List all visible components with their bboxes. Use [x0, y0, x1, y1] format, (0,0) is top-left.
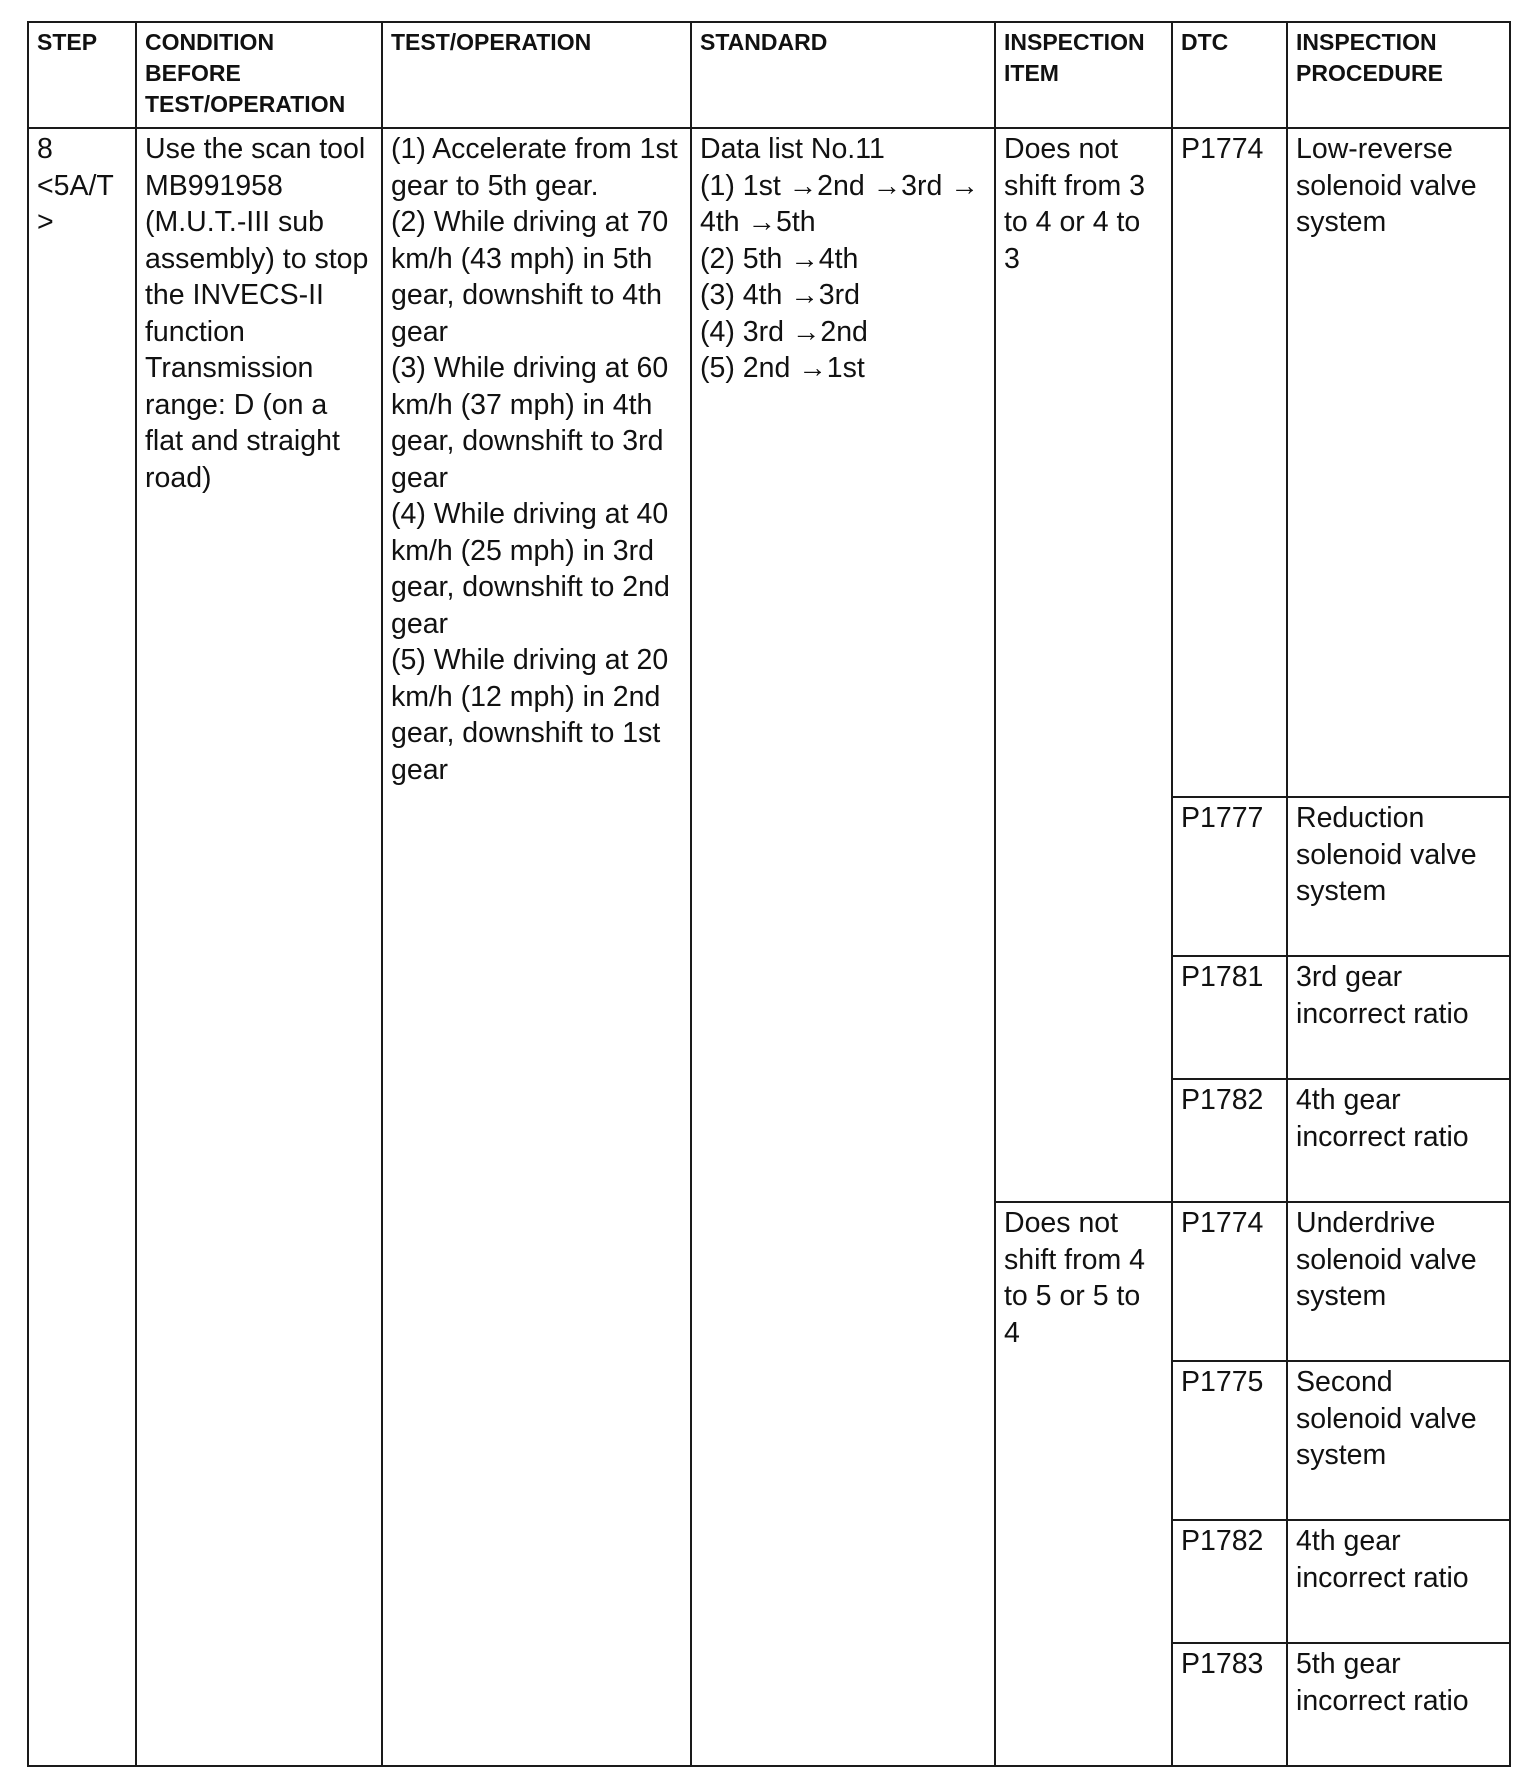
test-step: (3) While driving at 60 km/h (37 mph) in 4th gear, downshift to 3rd gear — [391, 352, 669, 494]
standard-line: (4) 3rd →2nd — [700, 315, 868, 348]
inspection-procedure: 5th gear incorrect ratio — [1287, 1643, 1510, 1766]
test-step: (2) While driving at 70 km/h (43 mph) in 5th gear, downshift to 4th gear — [391, 206, 669, 348]
test-operation-cell — [382, 128, 691, 1766]
dtc-code: P1782 — [1172, 1079, 1287, 1202]
dtc-code: P1781 — [1172, 956, 1287, 1079]
standard-line: 4th →5th — [700, 206, 816, 238]
header-condition: CONDITION BEFORE TEST/OPERATION — [136, 22, 382, 128]
inspection-procedure: 4th gear incorrect ratio — [1287, 1520, 1510, 1643]
inspection-item-cell: Does not shift from 4 to 5 or 5 to 4 — [995, 1202, 1172, 1766]
standard-line: (1) 1st →2nd →3rd → — [700, 169, 979, 202]
header-dtc: DTC — [1172, 22, 1287, 128]
inspection-procedure: 4th gear incorrect ratio — [1287, 1079, 1510, 1202]
standard-title: Data list No.11 — [700, 133, 885, 165]
header-step: STEP — [28, 22, 136, 128]
standard-line: (3) 4th →3rd — [700, 279, 860, 311]
dtc-code: P1774 — [1172, 128, 1287, 797]
dtc-code: P1782 — [1172, 1520, 1287, 1643]
standard-line: (5) 2nd →1st — [700, 352, 865, 384]
inspection-table — [27, 21, 1511, 1767]
dtc-code: P1775 — [1172, 1361, 1287, 1520]
standard-cell — [691, 128, 995, 1766]
inspection-procedure: Underdrive solenoid valve system — [1287, 1202, 1510, 1361]
inspection-procedure: Second solenoid valve system — [1287, 1361, 1510, 1520]
standard-line: (2) 5th →4th — [700, 242, 859, 275]
step-number: 8 — [37, 133, 53, 165]
inspection-item-cell: Does not shift from 3 to 4 or 4 to 3 — [995, 128, 1172, 1202]
inspection-procedure: Low-reverse solenoid valve system — [1287, 128, 1510, 797]
header-row — [28, 22, 1510, 128]
header-test-operation: TEST/OPERATION — [382, 22, 691, 128]
step-variant: <5A/T> — [37, 169, 114, 238]
condition-cell: Use the scan tool MB991958 (M.U.T.-III sub assembly) to stop the INVECS-II function Transmission range: D (on a flat and straight road) — [136, 128, 382, 1766]
test-step: (1) Accelerate from 1st gear to 5th gear. — [391, 133, 678, 202]
header-inspection-procedure: INSPECTION PROCEDURE — [1287, 22, 1510, 128]
test-step: (4) While driving at 40 km/h (25 mph) in 3rd gear, downshift to 2nd gear — [391, 498, 670, 640]
header-standard: STANDARD — [691, 22, 995, 128]
dtc-code: P1777 — [1172, 797, 1287, 956]
test-step: (5) While driving at 20 km/h (12 mph) in 2nd gear, downshift to 1st gear — [391, 644, 669, 786]
dtc-code: P1774 — [1172, 1202, 1287, 1361]
inspection-procedure: 3rd gear incorrect ratio — [1287, 956, 1510, 1079]
inspection-procedure: Reduction solenoid valve system — [1287, 797, 1510, 956]
header-inspection-item: INSPECTION ITEM — [995, 22, 1172, 128]
table-row — [28, 128, 1510, 797]
dtc-code: P1783 — [1172, 1643, 1287, 1766]
step-cell — [28, 128, 136, 1766]
